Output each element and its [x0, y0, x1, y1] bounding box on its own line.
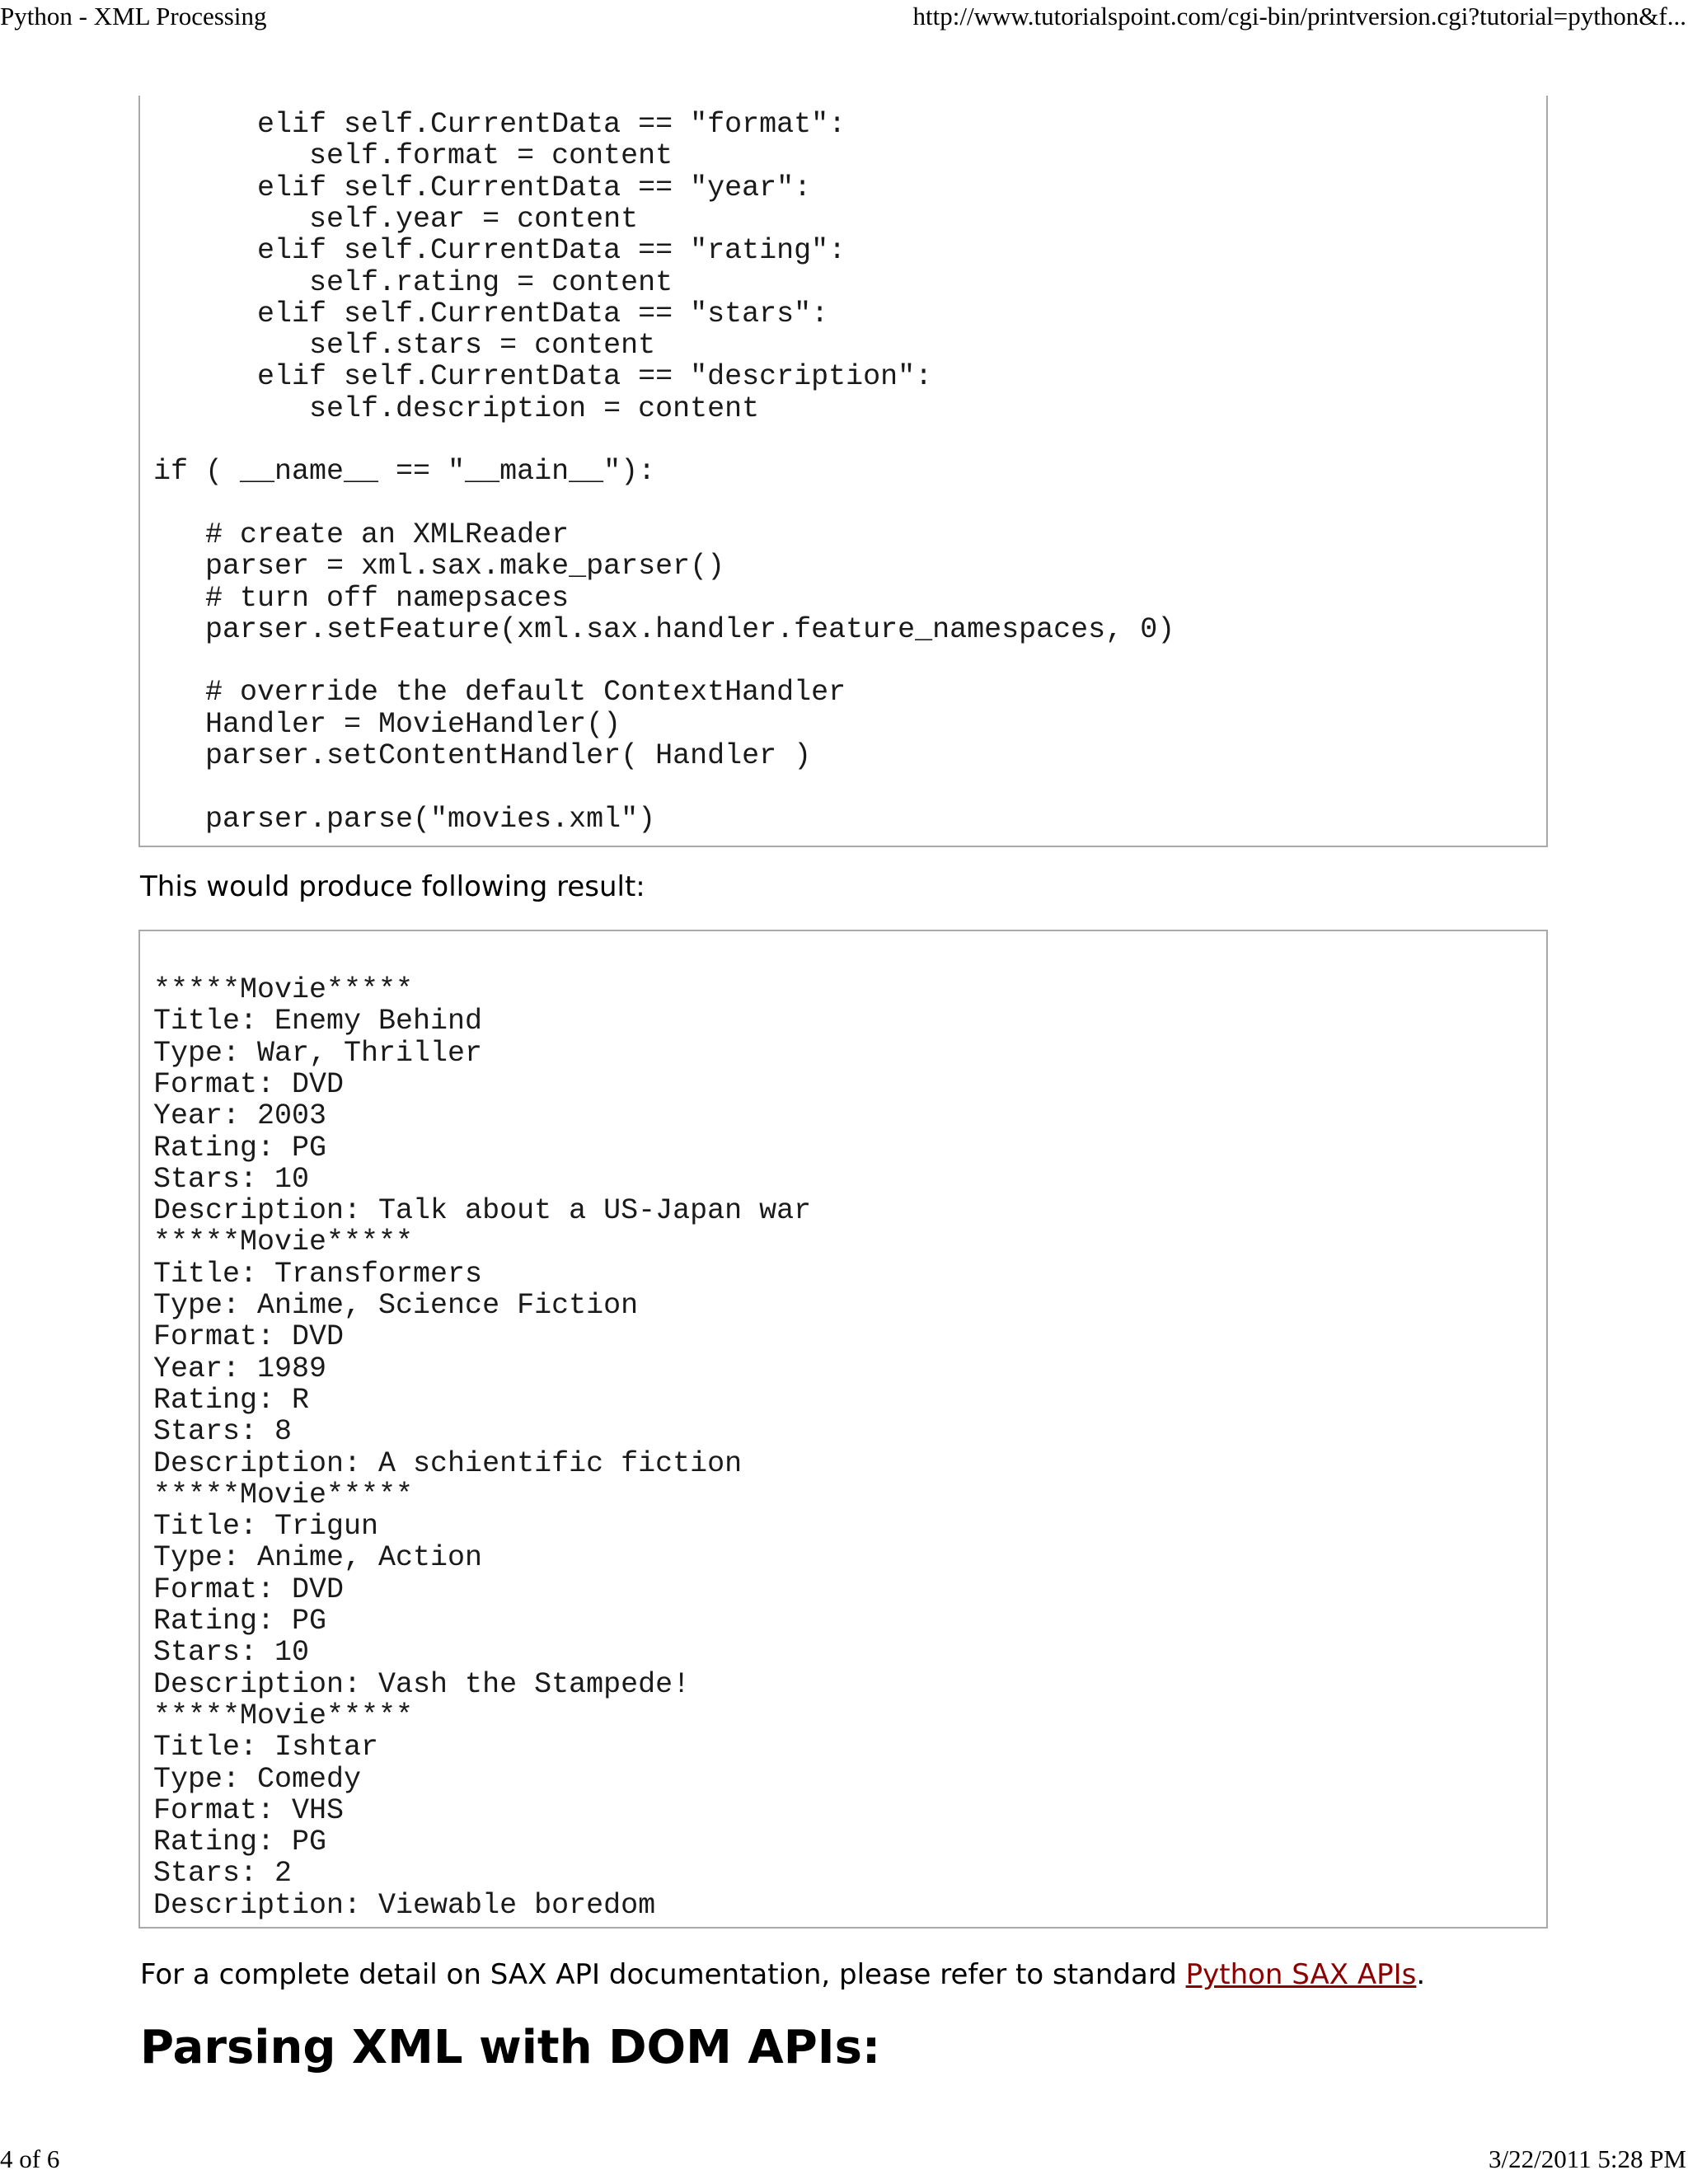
- output-line: Stars: 10: [153, 1162, 310, 1196]
- print-timestamp: 3/22/2011 5:28 PM: [1489, 2144, 1686, 2173]
- output-line: Title: Transformers: [153, 1257, 483, 1291]
- output-line: Type: Anime, Science Fiction: [153, 1289, 639, 1322]
- output-line: Title: Enemy Behind: [153, 1005, 483, 1038]
- output-line: Year: 1989: [153, 1352, 327, 1385]
- output-line: Type: Comedy: [153, 1762, 362, 1796]
- output-line: *****Movie*****: [153, 1478, 414, 1511]
- print-page-title: Python - XML Processing: [0, 2, 267, 30]
- output-line: Format: DVD: [153, 1067, 345, 1101]
- code-line: parser.parse("movies.xml"): [153, 802, 656, 836]
- output-line: *****Movie*****: [153, 1226, 414, 1259]
- code-line: elif self.CurrentData == "rating":: [153, 234, 846, 268]
- code-line: self.year = content: [153, 202, 639, 236]
- code-line: Handler = MovieHandler(): [153, 707, 621, 741]
- print-url: http://www.tutorialspoint.com/cgi-bin/printversion.cgi?tutorial=python&f...: [912, 2, 1686, 30]
- result-intro-text: This would produce following result:: [140, 870, 645, 903]
- code-line: elif self.CurrentData == "stars":: [153, 297, 829, 330]
- code-line: parser = xml.sax.make_parser(): [153, 550, 725, 583]
- code-line: # create an XMLReader: [153, 518, 570, 551]
- code-line: # turn off namepsaces: [153, 581, 570, 615]
- output-line: Rating: R: [153, 1383, 310, 1417]
- output-line: Description: Vash the Stampede!: [153, 1667, 691, 1701]
- output-line: Stars: 2: [153, 1857, 293, 1891]
- output-line: Rating: PG: [153, 1605, 327, 1638]
- output-line: Rating: PG: [153, 1131, 327, 1165]
- reference-text-before: For a complete detail on SAX API documentation, please refer to standard: [140, 1958, 1186, 1991]
- code-line: elif self.CurrentData == "description":: [153, 360, 933, 394]
- print-footer: [0, 2144, 1688, 2177]
- reference-text-after: .: [1416, 1958, 1426, 1991]
- code-line: parser.setFeature(xml.sax.handler.feature_namespaces, 0): [153, 612, 1175, 646]
- output-line: Type: War, Thriller: [153, 1036, 483, 1070]
- output-line: Rating: PG: [153, 1825, 327, 1859]
- section-heading-dom-apis: Parsing XML with DOM APIs:: [140, 2021, 881, 2074]
- output-line: Type: Anime, Action: [153, 1541, 483, 1575]
- code-line: self.description = content: [153, 391, 760, 425]
- code-line: if ( __name__ == "__main__"):: [153, 455, 656, 489]
- output-line: Description: Viewable boredom: [153, 1888, 656, 1922]
- output-line: Description: A schientific fiction: [153, 1446, 743, 1480]
- output-line: Format: DVD: [153, 1320, 345, 1354]
- code-line: self.format = content: [153, 139, 673, 173]
- code-line: # override the default ContextHandler: [153, 676, 846, 710]
- output-line: Year: 2003: [153, 1099, 327, 1133]
- code-line: parser.setContentHandler( Handler ): [153, 739, 812, 772]
- python-sax-apis-link[interactable]: Python SAX APIs: [1185, 1958, 1417, 1991]
- print-page-number: 4 of 6: [0, 2144, 60, 2173]
- output-line: Description: Talk about a US-Japan war: [153, 1194, 812, 1228]
- output-line: Stars: 10: [153, 1636, 310, 1670]
- output-line: Stars: 8: [153, 1415, 293, 1449]
- output-line: Title: Trigun: [153, 1510, 379, 1544]
- code-line: elif self.CurrentData == "year":: [153, 171, 812, 204]
- code-line: self.rating = content: [153, 265, 673, 299]
- code-line: self.stars = content: [153, 329, 656, 363]
- output-line: *****Movie*****: [153, 1699, 414, 1732]
- output-line: Title: Ishtar: [153, 1731, 379, 1765]
- code-line: elif self.CurrentData == "format":: [153, 108, 846, 141]
- print-header: [0, 2, 1688, 35]
- sax-reference-paragraph: [140, 1958, 1425, 1991]
- output-line: Format: DVD: [153, 1572, 345, 1606]
- output-line: Format: VHS: [153, 1793, 345, 1827]
- output-block-movies: [138, 930, 1548, 1929]
- output-line: *****Movie*****: [153, 973, 414, 1006]
- code-block-sax-handler: [138, 96, 1548, 847]
